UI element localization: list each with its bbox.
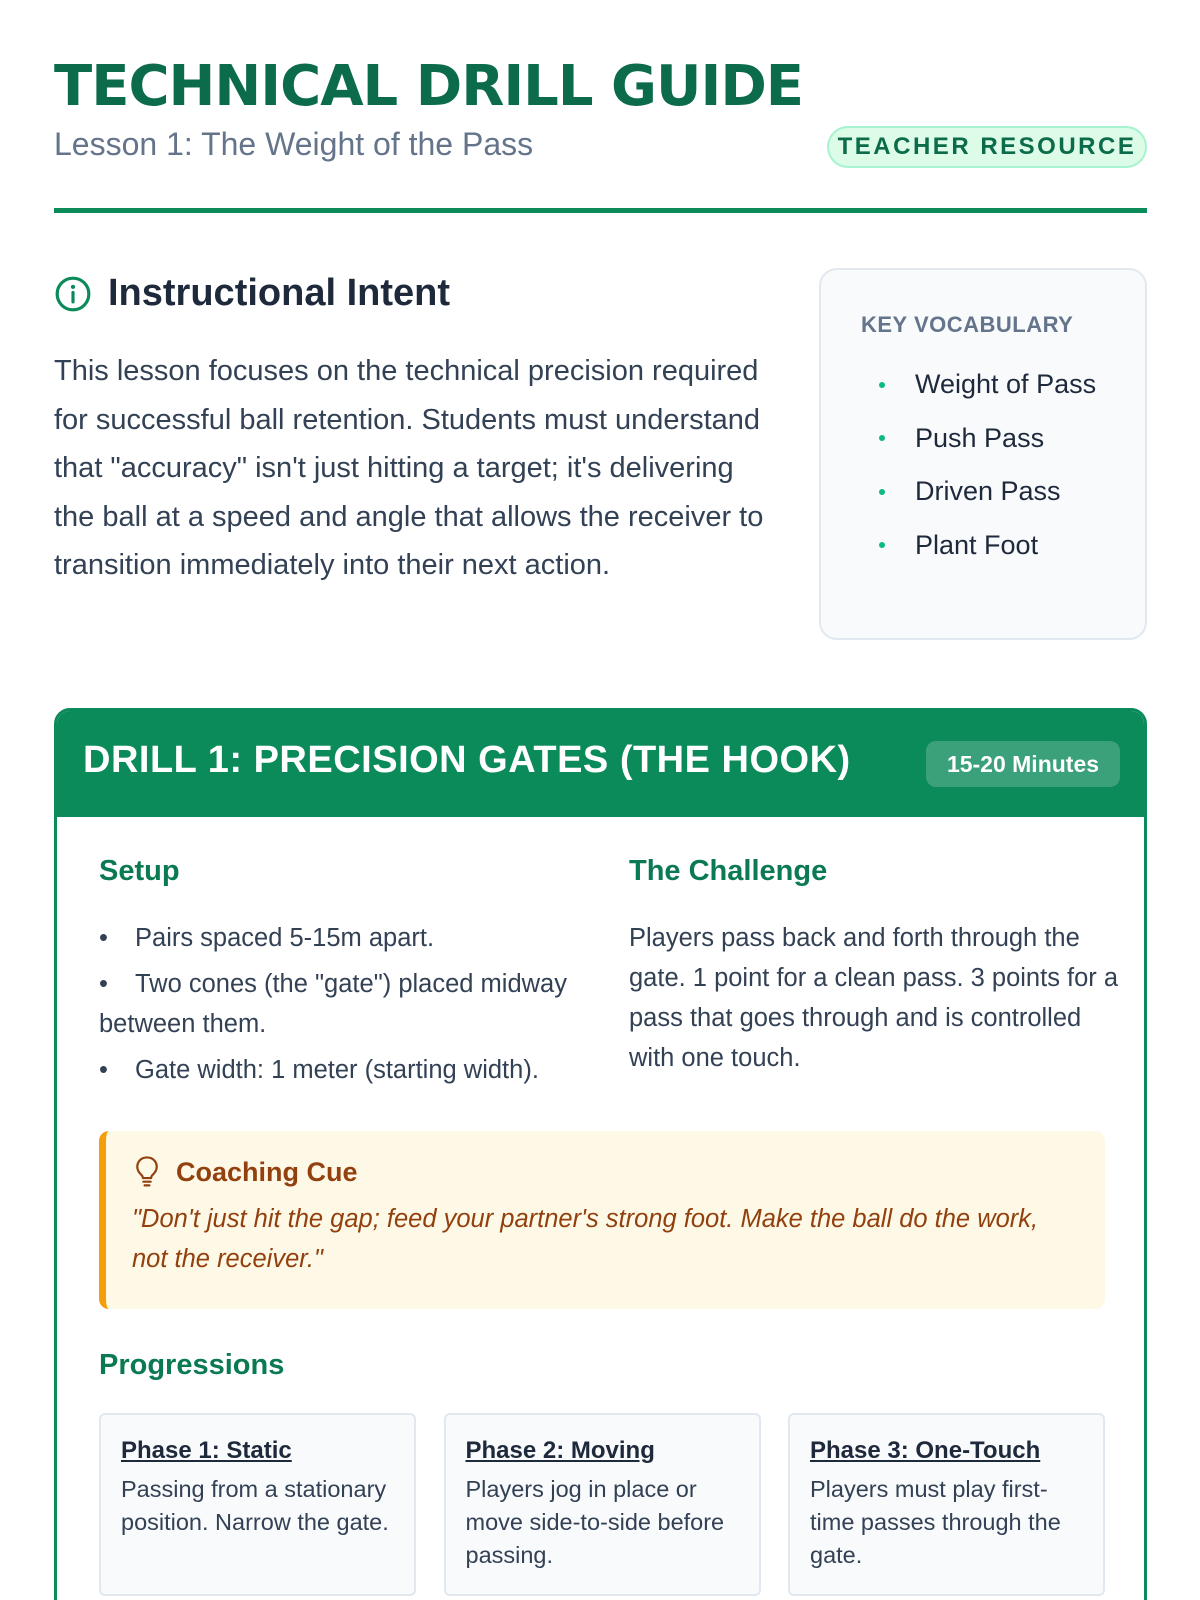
bullet-dot-icon: [879, 435, 885, 441]
bullet-dot-icon: [879, 542, 885, 548]
vocabulary-title: KEY VOCABULARY: [861, 312, 1074, 337]
setup-item: [99, 964, 579, 1044]
setup-list: [99, 918, 579, 1096]
lightbulb-icon: [132, 1155, 162, 1189]
coaching-cue-heading: [132, 1155, 1077, 1189]
drill-title: DRILL 1: PRECISION GATES (THE HOOK): [83, 739, 851, 781]
coaching-cue-quote: "Don't just hit the gap; feed your partner's strong foot. Make the ball do the work, not the receiver.": [132, 1205, 1039, 1273]
page-title: TECHNICAL DRILL GUIDE: [54, 54, 804, 119]
phase-body: Players must play first-time passes through the gate.: [810, 1476, 1061, 1568]
key-vocabulary-card: [819, 268, 1147, 640]
info-icon: [54, 275, 92, 313]
phase-card: [99, 1413, 416, 1596]
page: [54, 0, 1147, 1600]
intent-heading: [54, 272, 450, 315]
setup-item: [99, 1050, 579, 1090]
vocabulary-list: [861, 358, 1145, 572]
vocabulary-item: [861, 412, 1145, 466]
phase-card: [444, 1413, 761, 1596]
phase-body: Players jog in place or move side-to-side before passing.: [465, 1476, 725, 1568]
intent-title: Instructional Intent: [108, 272, 450, 314]
phase-title: Phase 3: One-Touch: [810, 1437, 1041, 1464]
bullet-dot-icon: [879, 489, 885, 495]
coaching-cue-title: Coaching Cue: [176, 1156, 358, 1187]
phase-body: Passing from a stationary position. Narrow the gate.: [121, 1476, 389, 1535]
vocabulary-item: [861, 519, 1145, 573]
vocabulary-term: Push Pass: [915, 422, 1045, 453]
challenge-heading: The Challenge: [629, 855, 828, 887]
bullet-icon: •: [99, 970, 108, 998]
bullet-icon: •: [99, 924, 108, 952]
bullet-icon: •: [99, 1056, 108, 1084]
vocabulary-item: [861, 358, 1145, 412]
setup-item: [99, 918, 579, 958]
setup-item-text: Pairs spaced 5-15m apart.: [135, 924, 435, 952]
bullet-dot-icon: [879, 382, 885, 388]
setup-item-text: Two cones (the "gate") placed midway between them.: [99, 970, 567, 1038]
duration-badge: 15-20 Minutes: [926, 741, 1120, 787]
header-divider: [54, 208, 1147, 213]
drill-card: [54, 708, 1147, 1600]
progressions-grid: [99, 1413, 1105, 1596]
phase-title: Phase 2: Moving: [465, 1437, 655, 1464]
progressions-heading: Progressions: [99, 1349, 285, 1381]
vocabulary-term: Driven Pass: [915, 476, 1061, 507]
phase-title: Phase 1: Static: [121, 1437, 292, 1464]
coaching-cue-box: [99, 1131, 1105, 1309]
teacher-resource-badge: TEACHER RESOURCE: [827, 126, 1147, 168]
lesson-subtitle: Lesson 1: The Weight of the Pass: [54, 126, 534, 162]
vocabulary-term: Plant Foot: [915, 529, 1039, 560]
drill-header: [57, 711, 1144, 817]
vocabulary-term: Weight of Pass: [915, 369, 1097, 400]
setup-heading: Setup: [99, 855, 180, 887]
vocabulary-item: [861, 465, 1145, 519]
intent-body: This lesson focuses on the technical precision required for successful ball retention. Students must understand that "accuracy" isn't just hitting a target; it's delivering the ball at a speed and angle that allows the receiver to transition immediately into their next action.: [54, 355, 764, 581]
phase-card: [788, 1413, 1105, 1596]
setup-item-text: Gate width: 1 meter (starting width).: [135, 1056, 539, 1084]
challenge-body: Players pass back and forth through the gate. 1 point for a clean pass. 3 points for a pass that goes through and is controlled with one touch.: [629, 924, 1119, 1072]
